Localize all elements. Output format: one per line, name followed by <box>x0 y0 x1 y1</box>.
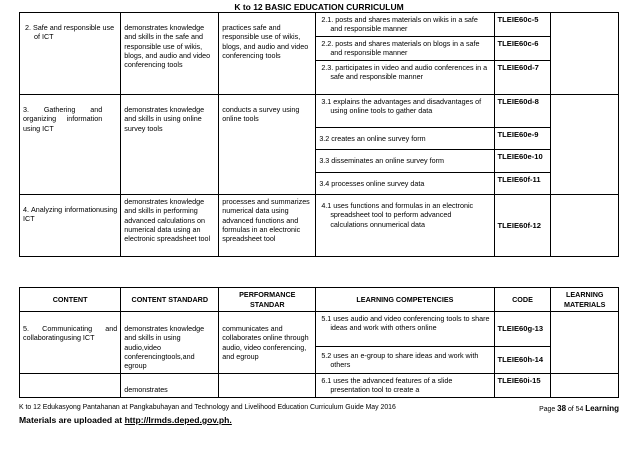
content-cell <box>20 373 121 397</box>
competency-cell: 3.3 disseminates an online survey form <box>316 150 494 173</box>
curriculum-table-bottom <box>19 287 619 398</box>
code-cell: TLEIE60f-12 <box>494 195 551 257</box>
footer-guide-text: K to 12 Edukasyong Pantahanan at Pangkabuhayan and Technology and Livelihood Education Curriculum Guide May 2016 <box>19 404 396 411</box>
header-content-standard: CONTENT STANDARD <box>121 288 219 312</box>
page-total: of 54 <box>567 406 584 413</box>
code-cell: TLEIE60i-15 <box>494 373 551 397</box>
footer-learning-word: Learning <box>585 404 619 413</box>
competency-cell: 4.1 uses functions and formulas in an electronic spreadsheet tool to perform advanced calculations onnumerical data <box>316 195 494 257</box>
competency-cell: 2.1. posts and shares materials on wikis in a safe and responsible manner <box>316 13 494 37</box>
materials-cell <box>551 373 619 397</box>
content-standard-cell: demonstrates knowledge and skills in performing advanced calculations on numerical data using an electronic spreadsheet tool <box>121 195 219 257</box>
footer <box>19 404 619 411</box>
code-cell: TLEIE60g-13 <box>494 312 551 347</box>
content-standard-cell: demonstrates knowledge and skills in using online survey tools <box>121 95 219 195</box>
header-code: CODE <box>494 288 551 312</box>
footer-materials-line <box>19 415 232 425</box>
content-cell: 5. Communicating and collaboratingusing ICT <box>20 312 121 374</box>
code-cell: TLEIE60h-14 <box>494 347 551 374</box>
performance-standard-cell: practices safe and responsible use of wikis, blogs, and audio and video conferencing tools <box>219 13 316 95</box>
code-cell: TLEIE60e-10 <box>494 150 551 173</box>
content-cell: 2. Safe and responsible use of ICT <box>20 13 121 95</box>
content-standard-cell: demonstrates knowledge and skills in the safe and responsible use of wikis, blogs, and audio and video conferencing tools <box>121 13 219 95</box>
materials-cell <box>551 95 619 195</box>
page-title: K to 12 BASIC EDUCATION CURRICULUM <box>234 2 404 12</box>
code-cell: TLEIE60e-9 <box>494 128 551 150</box>
materials-cell <box>551 195 619 257</box>
code-cell: TLEIE60d-7 <box>494 61 551 95</box>
competency-cell: 5.1 uses audio and video conferencing tools to share ideas and work with others online <box>316 312 494 347</box>
page-number: 38 <box>557 404 567 413</box>
lrmds-link[interactable]: http://lrmds.deped.gov.ph. <box>124 415 232 425</box>
competency-cell: 6.1 uses the advanced features of a slide presentation tool to create a <box>316 373 494 397</box>
performance-standard-cell <box>219 373 316 397</box>
page-indicator <box>539 404 619 413</box>
competency-cell: 3.4 processes online survey data <box>316 173 494 195</box>
performance-standard-cell: communicates and collaborates online through audio, video conferencing, and egroup <box>219 312 316 374</box>
footer-materials-text: Materials are uploaded at <box>19 415 123 425</box>
header-performance-standard: PERFORMANCE STANDAR <box>219 288 316 312</box>
content-cell: 4. Analyzing informationusing ICT <box>20 195 121 257</box>
header-content: CONTENT <box>20 288 121 312</box>
performance-standard-cell: processes and summarizes numerical data using advanced functions and formulas in an electronic spreadsheet tool <box>219 195 316 257</box>
code-cell: TLEIE60c-6 <box>494 37 551 61</box>
code-cell: TLEIE60d-8 <box>494 95 551 128</box>
header-learning-materials: LEARNING MATERIALS <box>551 288 619 312</box>
content-standard-cell: demonstrates <box>121 373 219 397</box>
code-cell: TLEIE60c-5 <box>494 13 551 37</box>
page-prefix: Page <box>539 406 556 413</box>
content-standard-cell: demonstrates knowledge and skills in using audio,video conferencingtools,and egroup <box>121 312 219 374</box>
header-learning-competencies: LEARNING COMPETENCIES <box>316 288 494 312</box>
content-cell: 3. Gathering and organizing information using ICT <box>20 95 121 195</box>
competency-cell: 2.3. participates in video and audio conferences in a safe and responsible manner <box>316 61 494 95</box>
competency-cell: 2.2. posts and shares materials on blogs in a safe and responsible manner <box>316 37 494 61</box>
materials-cell <box>551 312 619 374</box>
performance-standard-cell: conducts a survey using online tools <box>219 95 316 195</box>
competency-cell: 3.1 explains the advantages and disadvantages of using online tools to gather data <box>316 95 494 128</box>
curriculum-table-top <box>19 12 619 257</box>
code-cell: TLEIE60f-11 <box>494 173 551 195</box>
materials-cell <box>551 13 619 95</box>
competency-cell: 5.2 uses an e-group to share ideas and work with others <box>316 347 494 374</box>
competency-cell: 3.2 creates an online survey form <box>316 128 494 150</box>
